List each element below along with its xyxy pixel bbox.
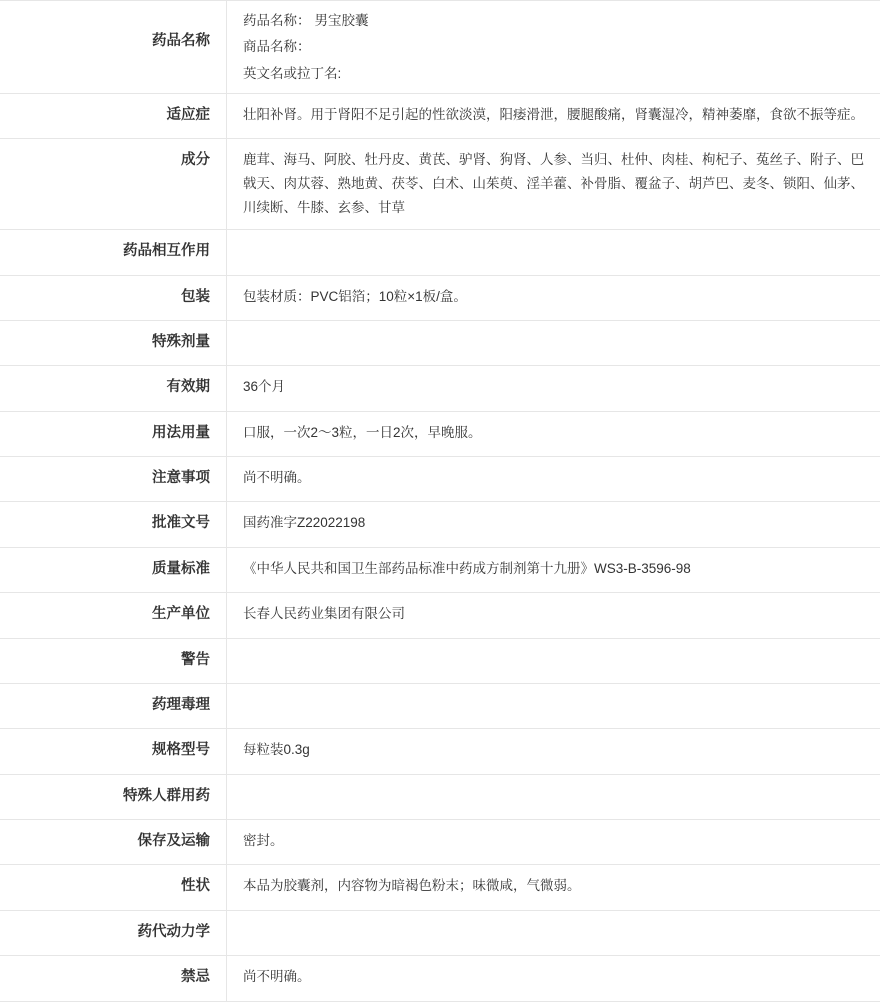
row-label-warning: 警告 — [0, 638, 227, 683]
row-value-pharmacology-toxicology — [227, 683, 880, 728]
row-label-validity: 有效期 — [0, 366, 227, 411]
row-value-indications: 壮阳补肾。用于肾阳不足引起的性欲淡漠，阳痿滑泄，腰腿酸痛，肾囊湿冷，精神萎靡，食欲不振等症。 — [227, 93, 880, 138]
row-value-dosage-administration: 口服，一次2～3粒，一日2次，早晚服。 — [227, 411, 880, 456]
table-row — [0, 865, 880, 910]
row-value-warning — [227, 638, 880, 683]
row-label-precautions: 注意事项 — [0, 457, 227, 502]
row-label-approval-number: 批准文号 — [0, 502, 227, 547]
table-row — [0, 910, 880, 955]
row-label-packaging: 包装 — [0, 275, 227, 320]
row-label-indications: 适应症 — [0, 93, 227, 138]
row-label-quality-standard: 质量标准 — [0, 547, 227, 592]
row-label-pharmacokinetics: 药代动力学 — [0, 910, 227, 955]
row-value-ingredients: 鹿茸、海马、阿胶、牡丹皮、黄芪、驴肾、狗肾、人参、当归、杜仲、肉桂、枸杞子、菟丝子、附子、巴戟天、肉苁蓉、熟地黄、茯苓、白术、山茱萸、淫羊藿、补骨脂、覆盆子、胡芦巴、麦冬、锁阳、仙茅、川续断、牛膝、玄参、甘草 — [227, 139, 880, 230]
row-value-quality-standard: 《中华人民共和国卫生部药品标准中药成方制剂第十九册》WS3-B-3596-98 — [227, 547, 880, 592]
row-value-validity: 36个月 — [227, 366, 880, 411]
table-row — [0, 1, 880, 94]
drug-info-table-body — [0, 1, 880, 1002]
row-value-contraindications: 尚不明确。 — [227, 956, 880, 1001]
row-value-drug-interactions — [227, 230, 880, 275]
table-row — [0, 366, 880, 411]
row-value-storage-transport: 密封。 — [227, 820, 880, 865]
row-label-special-dosage: 特殊剂量 — [0, 320, 227, 365]
row-value-precautions: 尚不明确。 — [227, 457, 880, 502]
table-row — [0, 820, 880, 865]
table-row — [0, 729, 880, 774]
row-label-pharmacology-toxicology: 药理毒理 — [0, 683, 227, 728]
table-row — [0, 547, 880, 592]
table-row — [0, 139, 880, 230]
row-value-approval-number: 国药准字Z22022198 — [227, 502, 880, 547]
row-label-specification: 规格型号 — [0, 729, 227, 774]
drug-name-line: 药品名称： 男宝胶囊 — [243, 8, 870, 34]
table-row — [0, 411, 880, 456]
table-row — [0, 683, 880, 728]
table-row — [0, 320, 880, 365]
row-label-properties: 性状 — [0, 865, 227, 910]
row-value-special-population — [227, 774, 880, 819]
trade-name-line: 商品名称： — [243, 34, 870, 60]
row-value-properties: 本品为胶囊剂，内容物为暗褐色粉末；味微咸，气微弱。 — [227, 865, 880, 910]
table-row — [0, 275, 880, 320]
table-row — [0, 638, 880, 683]
table-row — [0, 230, 880, 275]
row-label-contraindications: 禁忌 — [0, 956, 227, 1001]
table-row — [0, 774, 880, 819]
row-label-drug-name: 药品名称 — [0, 1, 227, 94]
table-row — [0, 457, 880, 502]
row-label-ingredients: 成分 — [0, 139, 227, 230]
table-row — [0, 956, 880, 1001]
table-row — [0, 93, 880, 138]
row-label-dosage-administration: 用法用量 — [0, 411, 227, 456]
row-value-drug-name — [227, 1, 880, 94]
row-value-packaging: 包装材质：PVC铝箔；10粒×1板/盒。 — [227, 275, 880, 320]
row-value-specification: 每粒装0.3g — [227, 729, 880, 774]
row-label-drug-interactions: 药品相互作用 — [0, 230, 227, 275]
row-value-special-dosage — [227, 320, 880, 365]
table-row — [0, 502, 880, 547]
row-value-pharmacokinetics — [227, 910, 880, 955]
row-value-manufacturer: 长春人民药业集团有限公司 — [227, 593, 880, 638]
row-label-manufacturer: 生产单位 — [0, 593, 227, 638]
table-row — [0, 593, 880, 638]
row-label-special-population: 特殊人群用药 — [0, 774, 227, 819]
row-label-storage-transport: 保存及运输 — [0, 820, 227, 865]
english-name-line: 英文名或拉丁名: — [243, 61, 870, 87]
